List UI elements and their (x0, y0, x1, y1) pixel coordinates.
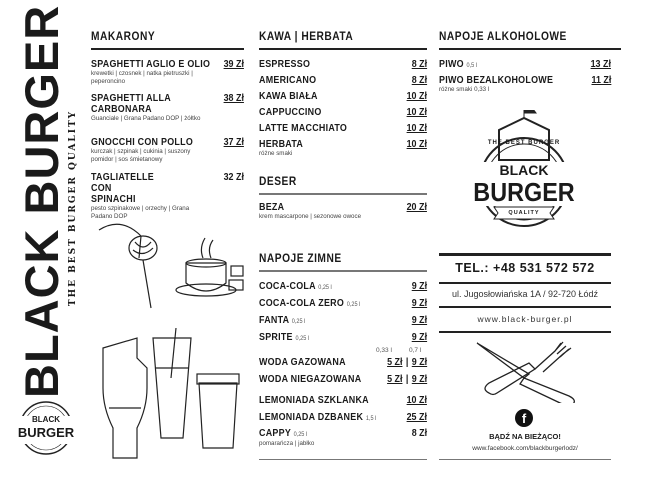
food-drinks-illustration (91, 218, 251, 468)
item-price: 10 Zł (406, 394, 427, 406)
item-desc: pomarańcza | jabłko (259, 440, 315, 447)
item-name: AMERICANO (259, 74, 317, 86)
brand-logo (459, 110, 589, 230)
item-volume: 0,25 l (346, 301, 361, 308)
item-price: 8 Zł (411, 58, 427, 70)
logo-small-black: BLACK (32, 415, 60, 424)
item-price: 9 Zł (411, 280, 427, 292)
logo-arc-text: THE BEST BURGER (487, 140, 561, 146)
logo-black-text: BLACK (499, 162, 549, 178)
knife-fork-illustration (469, 338, 589, 403)
logo-burger-text: BURGER (473, 177, 575, 207)
item-price: 8 Zł (411, 74, 427, 86)
divider (439, 306, 611, 308)
menu-item (259, 395, 427, 406)
item-name: HERBATA (259, 138, 304, 150)
menu-item (259, 315, 427, 327)
item-name: SPAGHETTI ALLA CARBONARA (91, 92, 171, 115)
item-name: WODA GAZOWANA (259, 356, 346, 368)
item-name: WODA NIEGAZOWANA (259, 373, 362, 385)
menu-item (259, 281, 427, 293)
facebook-link[interactable]: www.facebook.com/blackburgerlodz/ (472, 445, 578, 452)
size-label: 0,33 l (376, 347, 392, 354)
size-label: 0,7 l (409, 347, 422, 354)
makarony-section (91, 0, 244, 486)
item-price: 5 Zł (386, 356, 403, 368)
item-volume: 0,25 l (293, 431, 308, 438)
facebook-icon[interactable]: f (515, 409, 533, 427)
divider (439, 282, 611, 284)
divider (91, 48, 244, 50)
menu-item (259, 75, 427, 86)
menu-item (259, 332, 427, 344)
menu-item: WODA GAZOWANA 5 Zł | 9 Zł (259, 356, 427, 368)
item-desc: Guanciale | Grana Padano DOP | żółtko (91, 115, 201, 122)
address: ul. Jugosłowiańska 1A / 92-720 Łódź (451, 289, 599, 299)
item-price: 38 Zł (223, 92, 244, 104)
item-price: 11 Zł (591, 74, 611, 86)
item-name: KAWA BIAŁA (259, 90, 318, 102)
item-price: 10 Zł (406, 122, 427, 134)
phone-number[interactable]: TEL.: +48 531 572 572 (455, 261, 595, 275)
item-name: PIWO BEZALKOHOLOWE (439, 74, 554, 86)
item-price: 10 Zł (406, 90, 427, 102)
item-name: LEMONIADA SZKLANKA (259, 394, 369, 406)
menu-item (91, 172, 244, 221)
item-volume: 0,5 l (466, 62, 478, 69)
menu-item (259, 139, 427, 158)
item-name: COCA-COLA (259, 280, 316, 292)
menu-item (259, 412, 427, 424)
divider (439, 459, 611, 460)
item-price: 25 Zł (406, 411, 427, 423)
menu-item (259, 91, 427, 102)
item-name: CAPPY (259, 427, 291, 439)
item-name: ESPRESSO (259, 58, 311, 70)
item-price: 5 Zł (386, 373, 403, 385)
divider (439, 253, 611, 256)
item-name: GNOCCHI CON POLLO (91, 136, 194, 148)
item-name: LATTE MACCHIATO (259, 122, 348, 134)
item-price: 9 Zł (411, 297, 427, 309)
item-volume: 0,25 l (291, 318, 306, 325)
menu-item (259, 123, 427, 134)
divider (259, 270, 427, 272)
menu-item (259, 59, 427, 70)
menu-item: WODA NIEGAZOWANA 5 Zł | 9 Zł (259, 373, 427, 385)
brand-name: BLACK BURGER (15, 4, 68, 398)
item-name: BEZA (259, 201, 285, 213)
section-title: DESER (259, 174, 297, 188)
menu-item (259, 107, 427, 118)
item-name: FANTA (259, 314, 290, 326)
item-price: 9 Zł (411, 314, 427, 326)
item-desc: pesto szpinakowe | orzechy | Grana Padano DOP (91, 205, 190, 220)
menu-item (91, 137, 244, 164)
item-desc: krewetki | czosnek | natka pietruszki | peperoncino (91, 70, 193, 85)
item-price: 32 Zł (223, 171, 244, 183)
item-price: 10 Zł (406, 106, 427, 118)
item-price: 37 Zł (223, 136, 244, 148)
brand-strip (14, 4, 84, 398)
menu-item (259, 202, 427, 221)
item-desc: różne smaki (259, 150, 293, 157)
menu-item (439, 59, 611, 71)
item-price: 39 Zł (223, 58, 244, 70)
item-volume: 0,25 l (295, 335, 310, 342)
item-price: 9 Zł (411, 373, 427, 385)
divider (259, 459, 427, 460)
item-price: 9 Zł (411, 331, 427, 343)
item-price: 20 Zł (406, 201, 427, 213)
item-desc: kurczak | szpinak | cukinia | suszony pomidor | sos śmietanowy (91, 148, 191, 163)
menu-item (439, 75, 611, 94)
section-title: NAPOJE ALKOHOLOWE (439, 29, 567, 43)
menu-item (91, 59, 244, 86)
section-title: KAWA | HERBATA (259, 29, 354, 43)
logo-small-burger: BURGER (17, 425, 75, 440)
item-volume: 1,5 l (365, 415, 377, 422)
item-price: 9 Zł (411, 356, 427, 368)
item-name: SPRITE (259, 331, 293, 343)
item-price: 13 Zł (590, 58, 611, 70)
item-name: CAPPUCCINO (259, 106, 322, 118)
social-cta: BĄDŹ NA BIEŻĄCO! (489, 432, 561, 441)
right-column (439, 0, 621, 486)
item-name: SPAGHETTI AGLIO E OLIO (91, 58, 211, 70)
item-desc: krem mascarpone | sezonowe owoce (259, 213, 362, 220)
item-desc: różne smaki 0,33 l (439, 86, 490, 93)
item-volume: 0,25 l (318, 284, 332, 291)
divider (439, 331, 611, 333)
divider (259, 193, 427, 195)
middle-column (259, 0, 427, 486)
menu-item (259, 428, 427, 448)
section-title: NAPOJE ZIMNE (259, 251, 342, 265)
item-price: 10 Zł (406, 138, 427, 150)
website-link[interactable]: www.black-burger.pl (477, 314, 573, 324)
item-name: LEMONIADA DZBANEK (259, 411, 364, 423)
brand-logo-small (16, 396, 76, 458)
item-name: TAGLIATELLE CON SPINACHI (91, 171, 154, 205)
brand-tagline: THE BEST BURGER QUALITY (68, 109, 78, 307)
logo-ribbon-text: QUALITY (508, 210, 540, 216)
divider (439, 48, 621, 50)
section-title: MAKARONY (91, 29, 156, 43)
divider (259, 48, 427, 50)
item-name: PIWO (439, 58, 464, 70)
item-price: 8 Zł (411, 427, 427, 439)
menu-item (259, 298, 427, 310)
menu-item (91, 93, 244, 123)
item-name: COCA-COLA ZERO (259, 297, 345, 309)
